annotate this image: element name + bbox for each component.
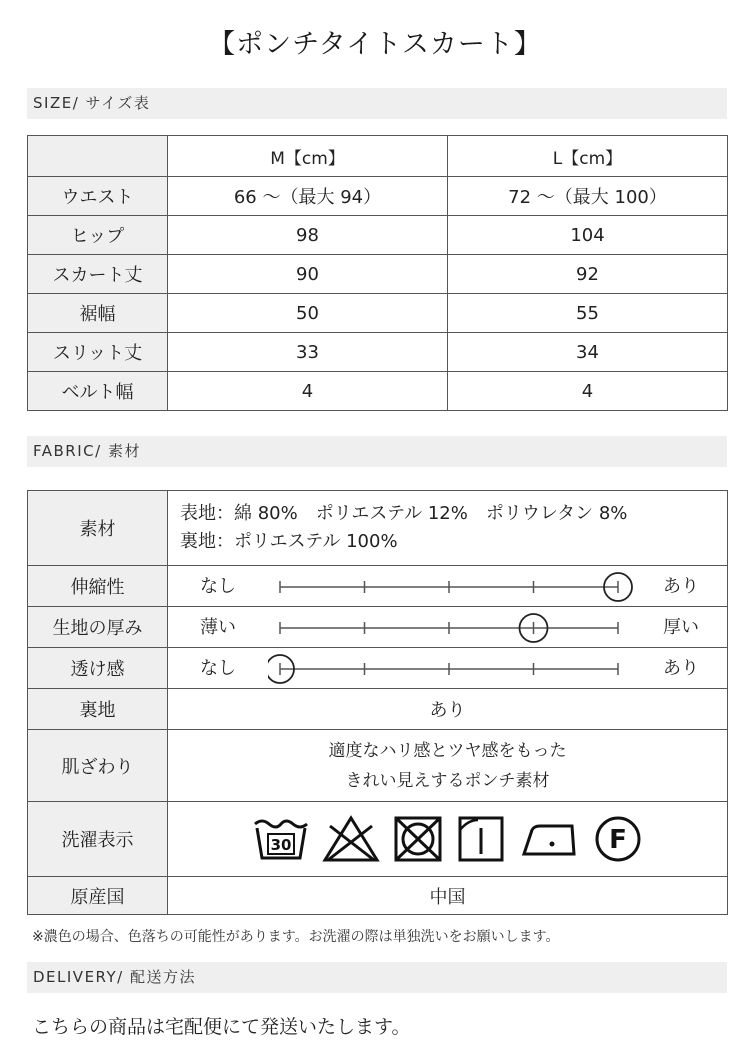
size-cell-m: 90 (168, 255, 448, 294)
dry-clean-f-icon (592, 814, 644, 864)
size-row-label: 裾幅 (28, 294, 168, 333)
size-cell-l: 34 (448, 333, 728, 372)
scale-right-label: あり (663, 575, 699, 597)
size-row-waist (28, 177, 728, 216)
size-cell-m: 33 (168, 333, 448, 372)
wash-temperature: 30 (270, 836, 291, 854)
material-composition (168, 491, 728, 566)
fabric-row-label: 肌ざわり (28, 730, 168, 802)
fabric-row-origin (28, 877, 728, 915)
size-cell-l: 4 (448, 372, 728, 411)
texture-line-2: きれい見えするポンチ素材 (345, 770, 550, 791)
size-cell-m: 66 〜（最大 94） (168, 177, 448, 216)
size-row-hip (28, 216, 728, 255)
scale-left-label: なし (200, 575, 236, 597)
low-iron-icon (518, 814, 580, 864)
size-row-belt-width (28, 372, 728, 411)
size-cell-m: 4 (168, 372, 448, 411)
no-tumble-dry-icon (392, 814, 444, 864)
stretch-scale (168, 566, 728, 607)
size-row-label: ヒップ (28, 216, 168, 255)
thickness-scale (168, 607, 728, 648)
size-row-label: スリット丈 (28, 333, 168, 372)
fabric-row-label: 洗濯表示 (28, 802, 168, 877)
fabric-section-heading: FABRIC/ 素材 (27, 436, 727, 467)
size-cell-m: 50 (168, 294, 448, 333)
fabric-row-label: 伸縮性 (28, 566, 168, 607)
size-section-heading: SIZE/ サイズ表 (27, 88, 727, 119)
lining-value: あり (168, 689, 728, 730)
line-dry-icon (456, 814, 506, 864)
size-cell-l: 55 (448, 294, 728, 333)
material-lining: 裏地：ポリエステル 100% (180, 531, 398, 552)
wash-30-icon (252, 814, 310, 864)
size-row-label: スカート丈 (28, 255, 168, 294)
size-cell-l: 104 (448, 216, 728, 255)
sheerness-scale (168, 648, 728, 689)
scale-right-label: 厚い (663, 616, 699, 638)
size-header-l: L【cm】 (448, 136, 728, 177)
care-note: ※濃色の場合、色落ちの可能性があります。お洗濯の際は単独洗いをお願いします。 (32, 929, 560, 945)
no-bleach-icon (322, 814, 380, 864)
size-header-corner (28, 136, 168, 177)
scale-left-label: なし (200, 657, 236, 679)
fabric-row-lining (28, 689, 728, 730)
size-header-row (28, 136, 728, 177)
fabric-row-label: 原産国 (28, 877, 168, 915)
scale-left-label: 薄い (200, 616, 236, 638)
scale-right-label: あり (663, 657, 699, 679)
size-cell-l: 72 〜（最大 100） (448, 177, 728, 216)
fabric-row-thickness (28, 607, 728, 648)
fabric-row-material (28, 491, 728, 566)
size-row-label: ウエスト (28, 177, 168, 216)
stretch-scale-bar (268, 567, 638, 606)
fabric-row-sheerness (28, 648, 728, 689)
texture-description (168, 730, 728, 802)
origin-value: 中国 (168, 877, 728, 915)
size-table (27, 135, 728, 411)
sheerness-scale-bar (268, 649, 638, 688)
delivery-section-heading: DELIVERY/ 配送方法 (27, 962, 727, 993)
size-header-m: M【cm】 (168, 136, 448, 177)
fabric-row-label: 裏地 (28, 689, 168, 730)
size-row-slit-length (28, 333, 728, 372)
size-cell-l: 92 (448, 255, 728, 294)
fabric-row-care (28, 802, 728, 877)
size-row-hem-width (28, 294, 728, 333)
care-symbols (168, 802, 728, 877)
page-title: 【ポンチタイトスカート】 (208, 29, 542, 60)
delivery-text: こちらの商品は宅配便にて発送いたします。 (32, 1016, 411, 1038)
fabric-table (27, 490, 728, 915)
size-row-label: ベルト幅 (28, 372, 168, 411)
fabric-row-label: 素材 (28, 491, 168, 566)
size-row-skirt-length (28, 255, 728, 294)
thickness-scale-bar (268, 608, 638, 647)
fabric-row-label: 生地の厚み (28, 607, 168, 648)
fabric-row-label: 透け感 (28, 648, 168, 689)
size-cell-m: 98 (168, 216, 448, 255)
fabric-row-texture (28, 730, 728, 802)
material-outer: 表地：綿 80% ポリエステル 12% ポリウレタン 8% (180, 503, 628, 524)
fabric-row-stretch (28, 566, 728, 607)
texture-line-1: 適度なハリ感とツヤ感をもった (328, 740, 567, 761)
dry-clean-letter: F (608, 825, 627, 855)
